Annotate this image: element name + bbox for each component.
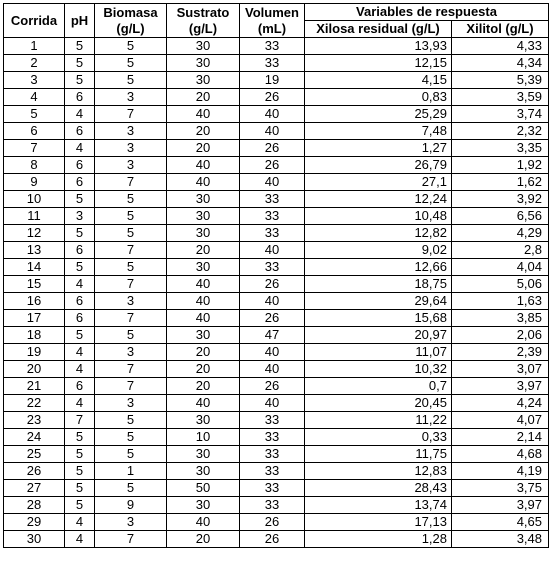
header-volumen bbox=[240, 4, 305, 38]
ph-cell: 4 bbox=[65, 140, 95, 157]
table-row bbox=[4, 191, 549, 208]
xilitol-cell: 4,29 bbox=[452, 225, 549, 242]
biomasa-cell: 1 bbox=[95, 463, 167, 480]
table-row bbox=[4, 446, 549, 463]
xilosa-cell: 12,82 bbox=[305, 225, 452, 242]
table-row bbox=[4, 361, 549, 378]
corrida-cell: 11 bbox=[4, 208, 65, 225]
xilitol-cell: 6,56 bbox=[452, 208, 549, 225]
biomasa-cell: 3 bbox=[95, 344, 167, 361]
sustrato-cell: 30 bbox=[167, 446, 240, 463]
corrida-cell: 23 bbox=[4, 412, 65, 429]
biomasa-cell: 7 bbox=[95, 242, 167, 259]
xilosa-cell: 18,75 bbox=[305, 276, 452, 293]
volumen-cell: 33 bbox=[240, 208, 305, 225]
corrida-cell: 1 bbox=[4, 38, 65, 55]
sustrato-cell: 20 bbox=[167, 378, 240, 395]
xilitol-cell: 3,07 bbox=[452, 361, 549, 378]
sustrato-cell: 30 bbox=[167, 412, 240, 429]
xilitol-cell: 2,32 bbox=[452, 123, 549, 140]
biomasa-cell: 3 bbox=[95, 123, 167, 140]
ph-cell: 5 bbox=[65, 480, 95, 497]
xilitol-cell: 4,34 bbox=[452, 55, 549, 72]
ph-cell: 3 bbox=[65, 208, 95, 225]
xilitol-cell: 3,85 bbox=[452, 310, 549, 327]
xilitol-cell: 4,19 bbox=[452, 463, 549, 480]
biomasa-cell: 7 bbox=[95, 310, 167, 327]
xilitol-cell: 2,39 bbox=[452, 344, 549, 361]
xilitol-cell: 5,06 bbox=[452, 276, 549, 293]
volumen-cell: 33 bbox=[240, 446, 305, 463]
sustrato-cell: 10 bbox=[167, 429, 240, 446]
volumen-cell: 40 bbox=[240, 174, 305, 191]
corrida-cell: 28 bbox=[4, 497, 65, 514]
volumen-cell: 33 bbox=[240, 429, 305, 446]
volumen-cell: 33 bbox=[240, 191, 305, 208]
corrida-cell: 26 bbox=[4, 463, 65, 480]
corrida-cell: 24 bbox=[4, 429, 65, 446]
biomasa-cell: 5 bbox=[95, 191, 167, 208]
table-row bbox=[4, 429, 549, 446]
xilosa-cell: 12,24 bbox=[305, 191, 452, 208]
corrida-cell: 15 bbox=[4, 276, 65, 293]
header-biomasa-name: Biomasa bbox=[103, 4, 158, 20]
sustrato-cell: 20 bbox=[167, 242, 240, 259]
sustrato-cell: 30 bbox=[167, 208, 240, 225]
xilitol-cell: 2,14 bbox=[452, 429, 549, 446]
volumen-cell: 33 bbox=[240, 412, 305, 429]
table-row bbox=[4, 344, 549, 361]
sustrato-cell: 30 bbox=[167, 55, 240, 72]
corrida-cell: 10 bbox=[4, 191, 65, 208]
volumen-cell: 40 bbox=[240, 361, 305, 378]
table-row bbox=[4, 123, 549, 140]
ph-cell: 5 bbox=[65, 259, 95, 276]
corrida-cell: 6 bbox=[4, 123, 65, 140]
xilitol-cell: 4,68 bbox=[452, 446, 549, 463]
xilitol-cell: 3,59 bbox=[452, 89, 549, 106]
corrida-cell: 2 bbox=[4, 55, 65, 72]
xilosa-cell: 0,7 bbox=[305, 378, 452, 395]
header-xilosa: Xilosa residual (g/L) bbox=[305, 21, 452, 38]
sustrato-cell: 30 bbox=[167, 191, 240, 208]
header-biomasa-unit: (g/L) bbox=[116, 20, 145, 36]
sustrato-cell: 20 bbox=[167, 123, 240, 140]
biomasa-cell: 3 bbox=[95, 514, 167, 531]
volumen-cell: 33 bbox=[240, 225, 305, 242]
xilitol-cell: 3,35 bbox=[452, 140, 549, 157]
xilosa-cell: 4,15 bbox=[305, 72, 452, 89]
biomasa-cell: 7 bbox=[95, 106, 167, 123]
ph-cell: 5 bbox=[65, 225, 95, 242]
xilosa-cell: 29,64 bbox=[305, 293, 452, 310]
xilitol-cell: 4,07 bbox=[452, 412, 549, 429]
header-variables-group: Variables de respuesta bbox=[305, 4, 549, 21]
table-row bbox=[4, 327, 549, 344]
xilosa-cell: 11,07 bbox=[305, 344, 452, 361]
ph-cell: 4 bbox=[65, 531, 95, 548]
table-row bbox=[4, 157, 549, 174]
xilosa-cell: 17,13 bbox=[305, 514, 452, 531]
header-volumen-name: Volumen bbox=[245, 4, 299, 20]
volumen-cell: 26 bbox=[240, 514, 305, 531]
xilitol-cell: 1,63 bbox=[452, 293, 549, 310]
sustrato-cell: 40 bbox=[167, 106, 240, 123]
table-row bbox=[4, 225, 549, 242]
table-row bbox=[4, 55, 549, 72]
xilosa-cell: 11,22 bbox=[305, 412, 452, 429]
sustrato-cell: 30 bbox=[167, 259, 240, 276]
xilitol-cell: 2,8 bbox=[452, 242, 549, 259]
sustrato-cell: 30 bbox=[167, 327, 240, 344]
sustrato-cell: 40 bbox=[167, 514, 240, 531]
xilosa-cell: 12,15 bbox=[305, 55, 452, 72]
xilitol-cell: 5,39 bbox=[452, 72, 549, 89]
table-row bbox=[4, 259, 549, 276]
sustrato-cell: 30 bbox=[167, 463, 240, 480]
ph-cell: 6 bbox=[65, 157, 95, 174]
table-row bbox=[4, 72, 549, 89]
volumen-cell: 33 bbox=[240, 259, 305, 276]
sustrato-cell: 40 bbox=[167, 310, 240, 327]
volumen-cell: 40 bbox=[240, 123, 305, 140]
table-row bbox=[4, 480, 549, 497]
ph-cell: 4 bbox=[65, 361, 95, 378]
biomasa-cell: 3 bbox=[95, 89, 167, 106]
sustrato-cell: 30 bbox=[167, 225, 240, 242]
biomasa-cell: 3 bbox=[95, 140, 167, 157]
table-row bbox=[4, 395, 549, 412]
ph-cell: 5 bbox=[65, 497, 95, 514]
table-row bbox=[4, 497, 549, 514]
biomasa-cell: 7 bbox=[95, 276, 167, 293]
header-xilitol: Xilitol (g/L) bbox=[452, 21, 549, 38]
header-row bbox=[4, 4, 549, 21]
volumen-cell: 26 bbox=[240, 378, 305, 395]
table-row bbox=[4, 531, 549, 548]
volumen-cell: 33 bbox=[240, 497, 305, 514]
table-row bbox=[4, 276, 549, 293]
corrida-cell: 5 bbox=[4, 106, 65, 123]
xilosa-cell: 12,83 bbox=[305, 463, 452, 480]
table-row bbox=[4, 412, 549, 429]
volumen-cell: 33 bbox=[240, 463, 305, 480]
volumen-cell: 40 bbox=[240, 242, 305, 259]
corrida-cell: 25 bbox=[4, 446, 65, 463]
volumen-cell: 26 bbox=[240, 157, 305, 174]
xilosa-cell: 15,68 bbox=[305, 310, 452, 327]
xilosa-cell: 13,74 bbox=[305, 497, 452, 514]
corrida-cell: 14 bbox=[4, 259, 65, 276]
corrida-cell: 7 bbox=[4, 140, 65, 157]
ph-cell: 4 bbox=[65, 276, 95, 293]
biomasa-cell: 5 bbox=[95, 480, 167, 497]
ph-cell: 5 bbox=[65, 327, 95, 344]
biomasa-cell: 5 bbox=[95, 38, 167, 55]
table-row bbox=[4, 174, 549, 191]
ph-cell: 6 bbox=[65, 378, 95, 395]
sustrato-cell: 40 bbox=[167, 293, 240, 310]
corrida-cell: 19 bbox=[4, 344, 65, 361]
volumen-cell: 26 bbox=[240, 140, 305, 157]
header-biomasa bbox=[95, 4, 167, 38]
volumen-cell: 40 bbox=[240, 344, 305, 361]
biomasa-cell: 7 bbox=[95, 174, 167, 191]
biomasa-cell: 9 bbox=[95, 497, 167, 514]
volumen-cell: 47 bbox=[240, 327, 305, 344]
xilosa-cell: 13,93 bbox=[305, 38, 452, 55]
sustrato-cell: 30 bbox=[167, 72, 240, 89]
xilosa-cell: 10,32 bbox=[305, 361, 452, 378]
ph-cell: 6 bbox=[65, 242, 95, 259]
table-row bbox=[4, 38, 549, 55]
xilitol-cell: 3,48 bbox=[452, 531, 549, 548]
biomasa-cell: 5 bbox=[95, 259, 167, 276]
volumen-cell: 33 bbox=[240, 38, 305, 55]
volumen-cell: 19 bbox=[240, 72, 305, 89]
xilosa-cell: 9,02 bbox=[305, 242, 452, 259]
header-corrida: Corrida bbox=[4, 4, 65, 38]
ph-cell: 5 bbox=[65, 55, 95, 72]
corrida-cell: 4 bbox=[4, 89, 65, 106]
sustrato-cell: 20 bbox=[167, 361, 240, 378]
biomasa-cell: 5 bbox=[95, 429, 167, 446]
xilosa-cell: 1,27 bbox=[305, 140, 452, 157]
xilitol-cell: 4,33 bbox=[452, 38, 549, 55]
biomasa-cell: 3 bbox=[95, 157, 167, 174]
xilitol-cell: 3,97 bbox=[452, 497, 549, 514]
biomasa-cell: 3 bbox=[95, 395, 167, 412]
sustrato-cell: 40 bbox=[167, 157, 240, 174]
xilitol-cell: 3,75 bbox=[452, 480, 549, 497]
ph-cell: 6 bbox=[65, 310, 95, 327]
header-sustrato bbox=[167, 4, 240, 38]
corrida-cell: 12 bbox=[4, 225, 65, 242]
corrida-cell: 16 bbox=[4, 293, 65, 310]
xilitol-cell: 1,62 bbox=[452, 174, 549, 191]
biomasa-cell: 5 bbox=[95, 412, 167, 429]
corrida-cell: 17 bbox=[4, 310, 65, 327]
volumen-cell: 40 bbox=[240, 395, 305, 412]
xilosa-cell: 27,1 bbox=[305, 174, 452, 191]
xilitol-cell: 4,65 bbox=[452, 514, 549, 531]
volumen-cell: 33 bbox=[240, 480, 305, 497]
corrida-cell: 9 bbox=[4, 174, 65, 191]
table-row bbox=[4, 310, 549, 327]
ph-cell: 4 bbox=[65, 106, 95, 123]
ph-cell: 5 bbox=[65, 38, 95, 55]
volumen-cell: 26 bbox=[240, 276, 305, 293]
corrida-cell: 20 bbox=[4, 361, 65, 378]
corrida-cell: 13 bbox=[4, 242, 65, 259]
biomasa-cell: 5 bbox=[95, 208, 167, 225]
ph-cell: 5 bbox=[65, 429, 95, 446]
table-row bbox=[4, 463, 549, 480]
ph-cell: 6 bbox=[65, 293, 95, 310]
table-row bbox=[4, 514, 549, 531]
sustrato-cell: 30 bbox=[167, 497, 240, 514]
xilosa-cell: 12,66 bbox=[305, 259, 452, 276]
xilitol-cell: 4,04 bbox=[452, 259, 549, 276]
sustrato-cell: 40 bbox=[167, 395, 240, 412]
biomasa-cell: 5 bbox=[95, 446, 167, 463]
xilitol-cell: 1,92 bbox=[452, 157, 549, 174]
header-volumen-unit: (mL) bbox=[257, 20, 287, 36]
volumen-cell: 33 bbox=[240, 55, 305, 72]
xilitol-cell: 3,92 bbox=[452, 191, 549, 208]
sustrato-cell: 30 bbox=[167, 38, 240, 55]
table-row bbox=[4, 293, 549, 310]
volumen-cell: 26 bbox=[240, 89, 305, 106]
sustrato-cell: 20 bbox=[167, 344, 240, 361]
xilosa-cell: 7,48 bbox=[305, 123, 452, 140]
sustrato-cell: 40 bbox=[167, 174, 240, 191]
header-ph: pH bbox=[65, 4, 95, 38]
xilosa-cell: 20,45 bbox=[305, 395, 452, 412]
corrida-cell: 29 bbox=[4, 514, 65, 531]
results-table bbox=[3, 3, 549, 548]
corrida-cell: 30 bbox=[4, 531, 65, 548]
biomasa-cell: 5 bbox=[95, 327, 167, 344]
ph-cell: 5 bbox=[65, 72, 95, 89]
table-row bbox=[4, 89, 549, 106]
volumen-cell: 40 bbox=[240, 293, 305, 310]
corrida-cell: 18 bbox=[4, 327, 65, 344]
corrida-cell: 21 bbox=[4, 378, 65, 395]
ph-cell: 4 bbox=[65, 514, 95, 531]
table-row bbox=[4, 140, 549, 157]
table-row bbox=[4, 242, 549, 259]
corrida-cell: 8 bbox=[4, 157, 65, 174]
xilosa-cell: 0,33 bbox=[305, 429, 452, 446]
volumen-cell: 40 bbox=[240, 106, 305, 123]
xilosa-cell: 28,43 bbox=[305, 480, 452, 497]
ph-cell: 6 bbox=[65, 123, 95, 140]
biomasa-cell: 5 bbox=[95, 72, 167, 89]
ph-cell: 5 bbox=[65, 463, 95, 480]
sustrato-cell: 20 bbox=[167, 140, 240, 157]
xilosa-cell: 20,97 bbox=[305, 327, 452, 344]
biomasa-cell: 7 bbox=[95, 378, 167, 395]
xilosa-cell: 1,28 bbox=[305, 531, 452, 548]
biomasa-cell: 7 bbox=[95, 531, 167, 548]
biomasa-cell: 7 bbox=[95, 361, 167, 378]
volumen-cell: 26 bbox=[240, 531, 305, 548]
ph-cell: 4 bbox=[65, 344, 95, 361]
header-sustrato-name: Sustrato bbox=[176, 4, 230, 20]
ph-cell: 6 bbox=[65, 89, 95, 106]
xilosa-cell: 0,83 bbox=[305, 89, 452, 106]
volumen-cell: 26 bbox=[240, 310, 305, 327]
xilitol-cell: 4,24 bbox=[452, 395, 549, 412]
ph-cell: 4 bbox=[65, 395, 95, 412]
xilitol-cell: 3,74 bbox=[452, 106, 549, 123]
xilitol-cell: 2,06 bbox=[452, 327, 549, 344]
ph-cell: 5 bbox=[65, 446, 95, 463]
corrida-cell: 27 bbox=[4, 480, 65, 497]
table-header bbox=[4, 4, 549, 38]
xilosa-cell: 25,29 bbox=[305, 106, 452, 123]
ph-cell: 5 bbox=[65, 191, 95, 208]
biomasa-cell: 3 bbox=[95, 293, 167, 310]
ph-cell: 6 bbox=[65, 174, 95, 191]
table-row bbox=[4, 378, 549, 395]
xilosa-cell: 26,79 bbox=[305, 157, 452, 174]
table-row bbox=[4, 106, 549, 123]
xilosa-cell: 10,48 bbox=[305, 208, 452, 225]
header-sustrato-unit: (g/L) bbox=[188, 20, 218, 36]
biomasa-cell: 5 bbox=[95, 55, 167, 72]
table-body bbox=[4, 38, 549, 548]
sustrato-cell: 40 bbox=[167, 276, 240, 293]
sustrato-cell: 20 bbox=[167, 531, 240, 548]
sustrato-cell: 50 bbox=[167, 480, 240, 497]
corrida-cell: 3 bbox=[4, 72, 65, 89]
table-row bbox=[4, 208, 549, 225]
ph-cell: 7 bbox=[65, 412, 95, 429]
sustrato-cell: 20 bbox=[167, 89, 240, 106]
corrida-cell: 22 bbox=[4, 395, 65, 412]
biomasa-cell: 5 bbox=[95, 225, 167, 242]
xilosa-cell: 11,75 bbox=[305, 446, 452, 463]
xilitol-cell: 3,97 bbox=[452, 378, 549, 395]
